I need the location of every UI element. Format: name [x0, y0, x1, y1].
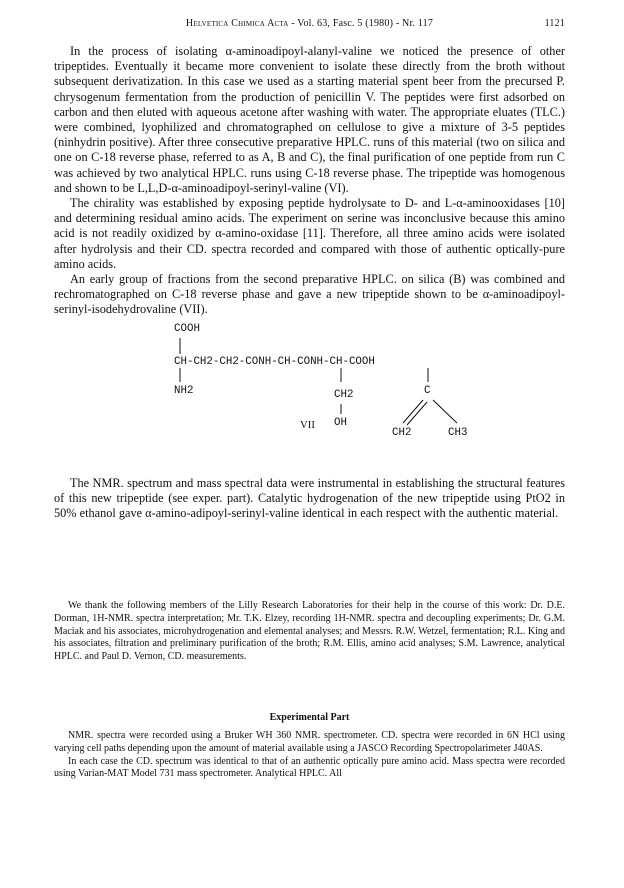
side-chain-ch2: CH2 [334, 388, 354, 401]
branch-carbon: C [424, 384, 431, 397]
terminal-ch3: CH3 [448, 426, 468, 439]
main-text [54, 44, 565, 521]
paragraph: In the process of isolating α-aminoadipoyl-alanyl-valine we noticed the presence of other tripeptides. Eventually it became more convenient to isolate these directly from the broth without subsequent derivatization. In this case we used as a starting material spent beer from the precursed P. chrysogenum fermentation from the production of penicillin V. The peptides were first adsorbed on carbon and then eluted with aqueous acetone after washing with water. The appropriate eluates (TLC.) were combined, lyophilized and chromatographed on cellulose to give a mixture of 3-5 peptides (ninhydrin positive). After three consecutive preparative HPLC. runs of this material (two on silica and one on C-18 reverse phase, referred to as A, B and C), the final purification of one peptide from run C was achieved by two analytical HPLC. runs using C-18 reverse phase. The tripeptide was homogenous and shown to be L,L,D-α-aminoadipoyl-serinyl-valine (VI). [54, 44, 565, 195]
hydroxyl-group: OH [334, 416, 347, 429]
amino-group: NH2 [174, 384, 194, 397]
experimental-section [54, 730, 565, 781]
terminal-ch2: CH2 [392, 426, 412, 439]
running-header [54, 18, 565, 32]
journal-name: Helvetica Chimica Acta [185, 18, 289, 29]
paragraph: An early group of fractions from the second preparative HPLC. on silica (B) was combined and rechromatographed on C-18 reverse phase and gave a new tripeptide shown to be α-aminoadipoyl-serinyl-isodehydrovaline (VII). [54, 272, 565, 317]
main-chain: CH-CH2-CH2-CONH-CH-CONH-CH-COOH [174, 355, 375, 368]
paragraph: The chirality was established by exposing peptide hydrolysate to D- and L-α-aminooxidases [10] and determining residual amino acids. The experiment on serine was inconclusive because this amino acid is not readily oxidized by α-amino-oxidase [11]. Therefore, all three amino acids were isolated after hydrolysis and their CD. spectra recorded and compared with those of authentic optically-pure amino acids. [54, 196, 565, 271]
formula-bonds [54, 322, 565, 470]
section-title: Experimental Part [269, 712, 350, 723]
cooh-group: COOH [174, 322, 200, 335]
experimental-paragraph: In each case the CD. spectrum was identical to that of an authentic optically pure amino acid. Mass spectra were recorded using Varian-MAT Model 731 mass spectrometer. Analytical HPLC. All [54, 755, 565, 780]
paragraph: The NMR. spectrum and mass spectral data were instrumental in establishing the structural features of this new tripeptide (see exper. part). Catalytic hydrogenation of the new tripeptide using PtO2 in 50% ethanol gave α-amino-adipoyl-serinyl-valine identical in each respect with the authentic material. [54, 475, 565, 521]
acknowledgement [54, 600, 565, 664]
page-number: 1121 [544, 18, 565, 29]
issue-info: - Vol. 63, Fasc. 5 (1980) - Nr. 117 [288, 18, 434, 29]
experimental-paragraph: NMR. spectra were recorded using a Bruker WH 360 NMR. spectrometer. CD. spectra were recorded in 6N HCl using varying cell paths depending upon the amount of material available using a JASCO Recording Spectropolarimeter J40AS. [54, 730, 565, 754]
acknowledgement-text: We thank the following members of the Lilly Research Laboratories for their help in the course of this work: Dr. D.E. Dorman, 1H-NMR. spectra interpretation; Mr. T.K. Elzey, recording 1H-NMR. spectra and decoupling experiments; Dr. G.M. Maciak and his associates, microhydrogenation and elemental analyses; and Messrs. R.W. Wetzel, fermentation; R.L. King and his associates, filtration and preliminary purification of the broth; R.M. Ellis, amino acid analyses; S.M. Lawrence, analytical HPLC. and Paul D. Vernon, CD. measurements. [54, 600, 565, 663]
structural-formula [54, 322, 565, 470]
compound-label: VII [300, 418, 315, 431]
